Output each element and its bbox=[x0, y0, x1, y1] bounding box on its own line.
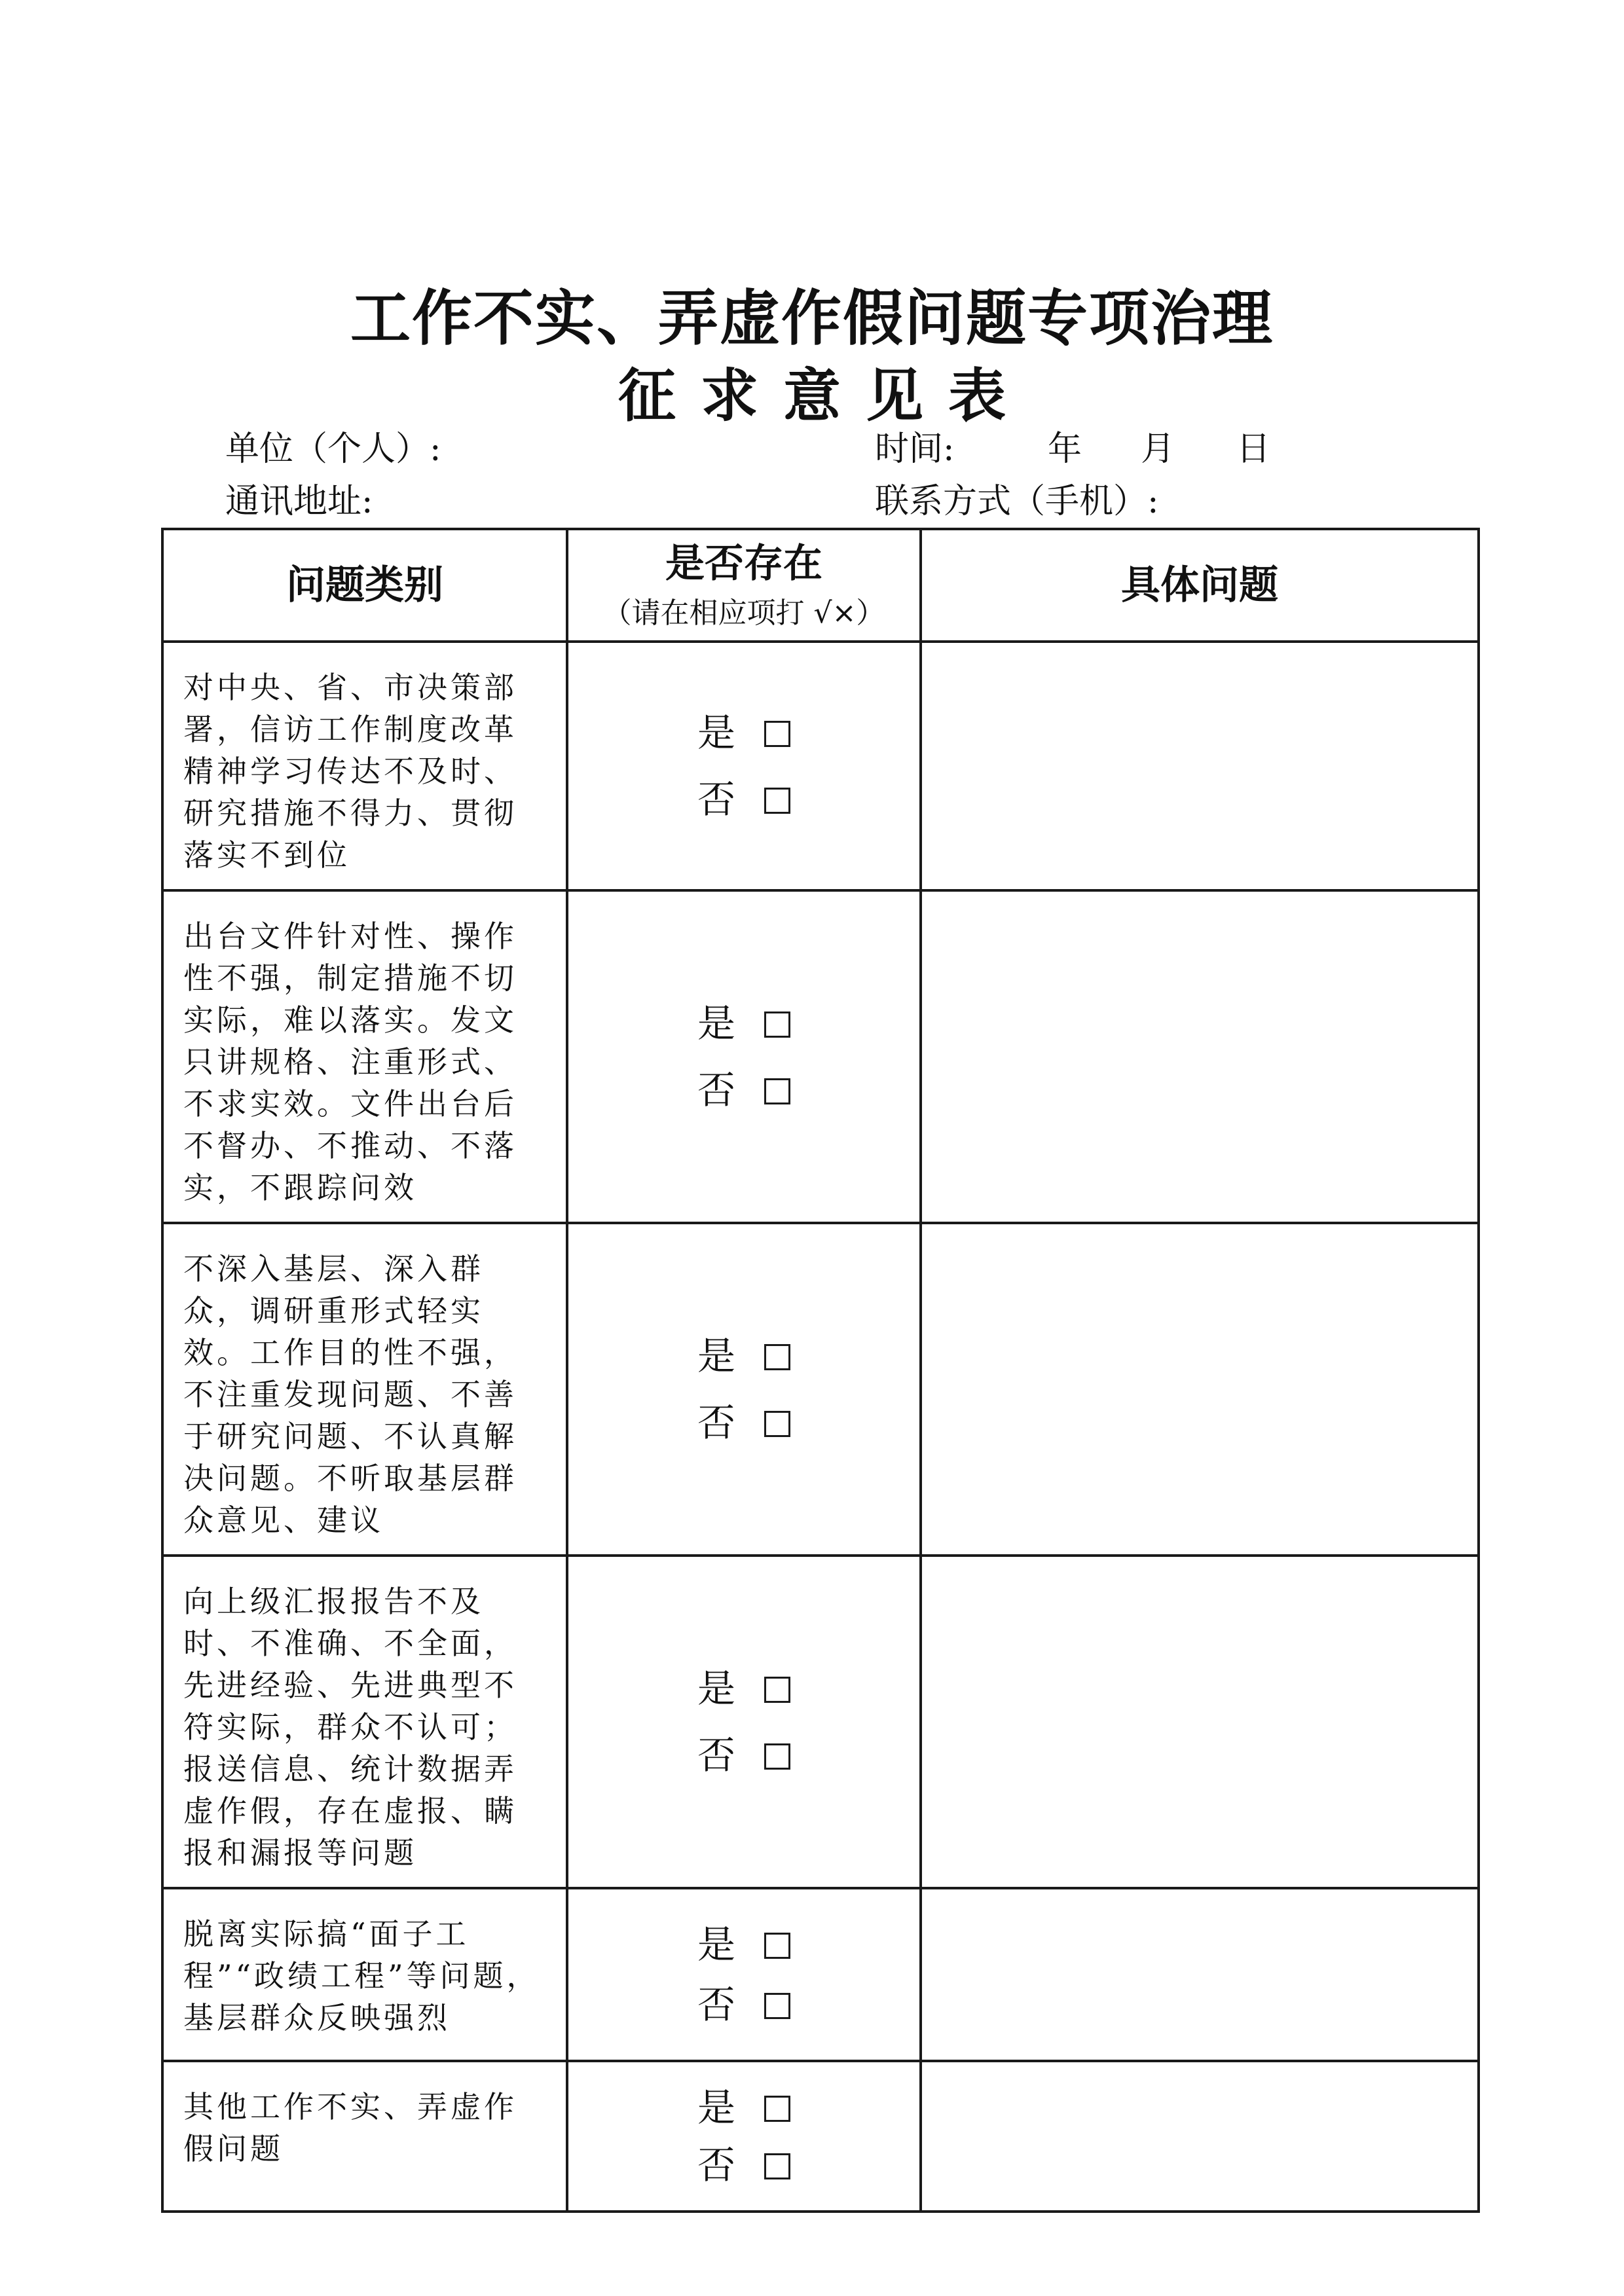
no-checkbox[interactable] bbox=[764, 1411, 790, 1437]
exists-cell bbox=[567, 1223, 921, 1556]
no-option[interactable] bbox=[568, 1068, 919, 1112]
yes-label: 是 bbox=[697, 2085, 735, 2130]
category-cell: 其他工作不实、弄虚作假问题 bbox=[162, 2061, 567, 2212]
exists-cell bbox=[567, 642, 921, 890]
unit-label: 单位（个人）: bbox=[225, 429, 441, 469]
time-label: 时间: bbox=[875, 429, 955, 469]
no-option[interactable] bbox=[568, 777, 919, 822]
yes-label: 是 bbox=[697, 1922, 735, 1967]
no-checkbox[interactable] bbox=[764, 2153, 790, 2179]
yes-option[interactable] bbox=[568, 1922, 919, 1967]
table-row bbox=[162, 1223, 1479, 1556]
no-label: 否 bbox=[697, 1982, 735, 2027]
yes-label: 是 bbox=[697, 1001, 735, 1046]
no-checkbox[interactable] bbox=[764, 1993, 790, 2019]
exists-cell bbox=[567, 1888, 921, 2061]
contact-label: 联系方式（手机）: bbox=[875, 482, 1159, 521]
no-label: 否 bbox=[697, 777, 735, 822]
table-row bbox=[162, 1556, 1479, 1888]
month-label: 月 bbox=[1141, 429, 1175, 469]
no-option[interactable] bbox=[568, 2143, 919, 2187]
no-label: 否 bbox=[697, 2143, 735, 2187]
table-row bbox=[162, 1888, 1479, 2061]
yes-label: 是 bbox=[697, 1666, 735, 1711]
yes-option[interactable] bbox=[568, 2085, 919, 2130]
exists-cell bbox=[567, 890, 921, 1223]
details-cell[interactable] bbox=[921, 1556, 1479, 1888]
details-cell[interactable] bbox=[921, 1223, 1479, 1556]
category-cell: 对中央、省、市决策部署，信访工作制度改革精神学习传达不及时、研究措施不得力、贯彻落实不到位 bbox=[162, 642, 567, 890]
exists-cell bbox=[567, 1556, 921, 1888]
table-header-row bbox=[162, 529, 1479, 642]
header-details bbox=[921, 529, 1479, 642]
no-label: 否 bbox=[697, 1400, 735, 1445]
yes-checkbox[interactable] bbox=[764, 1677, 790, 1703]
yes-option[interactable] bbox=[568, 1001, 919, 1046]
day-label: 日 bbox=[1236, 429, 1271, 469]
header-details-text: 具体问题 bbox=[1121, 562, 1278, 608]
no-option[interactable] bbox=[568, 1982, 919, 2027]
category-cell: 脱离实际搞“面子工程”“政绩工程”等问题，基层群众反映强烈 bbox=[162, 1888, 567, 2061]
title-line-2: 征求意见表 bbox=[618, 361, 1031, 429]
table-row bbox=[162, 890, 1479, 1223]
address-label: 通讯地址: bbox=[225, 482, 373, 521]
yes-checkbox[interactable] bbox=[764, 1011, 790, 1038]
no-checkbox[interactable] bbox=[764, 1078, 790, 1104]
category-cell: 向上级汇报报告不及时、不准确、不全面，先进经验、先进典型不符实际，群众不认可；报送信息、统计数据弄虚作假，存在虚报、瞒报和漏报等问题 bbox=[162, 1556, 567, 1888]
table-row bbox=[162, 642, 1479, 890]
header-exists-text: 是否存在 bbox=[665, 540, 822, 587]
no-option[interactable] bbox=[568, 1400, 919, 1445]
details-cell[interactable] bbox=[921, 890, 1479, 1223]
yes-label: 是 bbox=[697, 710, 735, 755]
title-line-1: 工作不实、弄虚作假问题专项治理 bbox=[350, 283, 1274, 354]
details-cell[interactable] bbox=[921, 2061, 1479, 2212]
yes-checkbox[interactable] bbox=[764, 2096, 790, 2122]
year-label: 年 bbox=[1048, 429, 1082, 469]
opinion-table bbox=[161, 528, 1480, 2213]
no-label: 否 bbox=[697, 1733, 735, 1777]
no-checkbox[interactable] bbox=[764, 1743, 790, 1770]
yes-option[interactable] bbox=[568, 1334, 919, 1378]
category-cell: 不深入基层、深入群众，调研重形式轻实效。工作目的性不强，不注重发现问题、不善于研究问题、不认真解决问题。不听取基层群众意见、建议 bbox=[162, 1223, 567, 1556]
yes-option[interactable] bbox=[568, 1666, 919, 1711]
yes-checkbox[interactable] bbox=[764, 721, 790, 747]
no-label: 否 bbox=[697, 1068, 735, 1112]
no-option[interactable] bbox=[568, 1733, 919, 1777]
yes-checkbox[interactable] bbox=[764, 1344, 790, 1370]
yes-option[interactable] bbox=[568, 710, 919, 755]
table-row bbox=[162, 2061, 1479, 2212]
header-exists-note: （请在相应项打 √×） bbox=[602, 596, 885, 630]
details-cell[interactable] bbox=[921, 1888, 1479, 2061]
header-category-text: 问题类别 bbox=[286, 562, 443, 608]
header-exists bbox=[567, 529, 921, 642]
exists-cell bbox=[567, 2061, 921, 2212]
category-cell: 出台文件针对性、操作性不强，制定措施不切实际，难以落实。发文只讲规格、注重形式、不求实效。文件出台后不督办、不推动、不落实，不跟踪问效 bbox=[162, 890, 567, 1223]
no-checkbox[interactable] bbox=[764, 788, 790, 814]
header-category bbox=[162, 529, 567, 642]
yes-checkbox[interactable] bbox=[764, 1933, 790, 1959]
details-cell[interactable] bbox=[921, 642, 1479, 890]
yes-label: 是 bbox=[697, 1334, 735, 1378]
